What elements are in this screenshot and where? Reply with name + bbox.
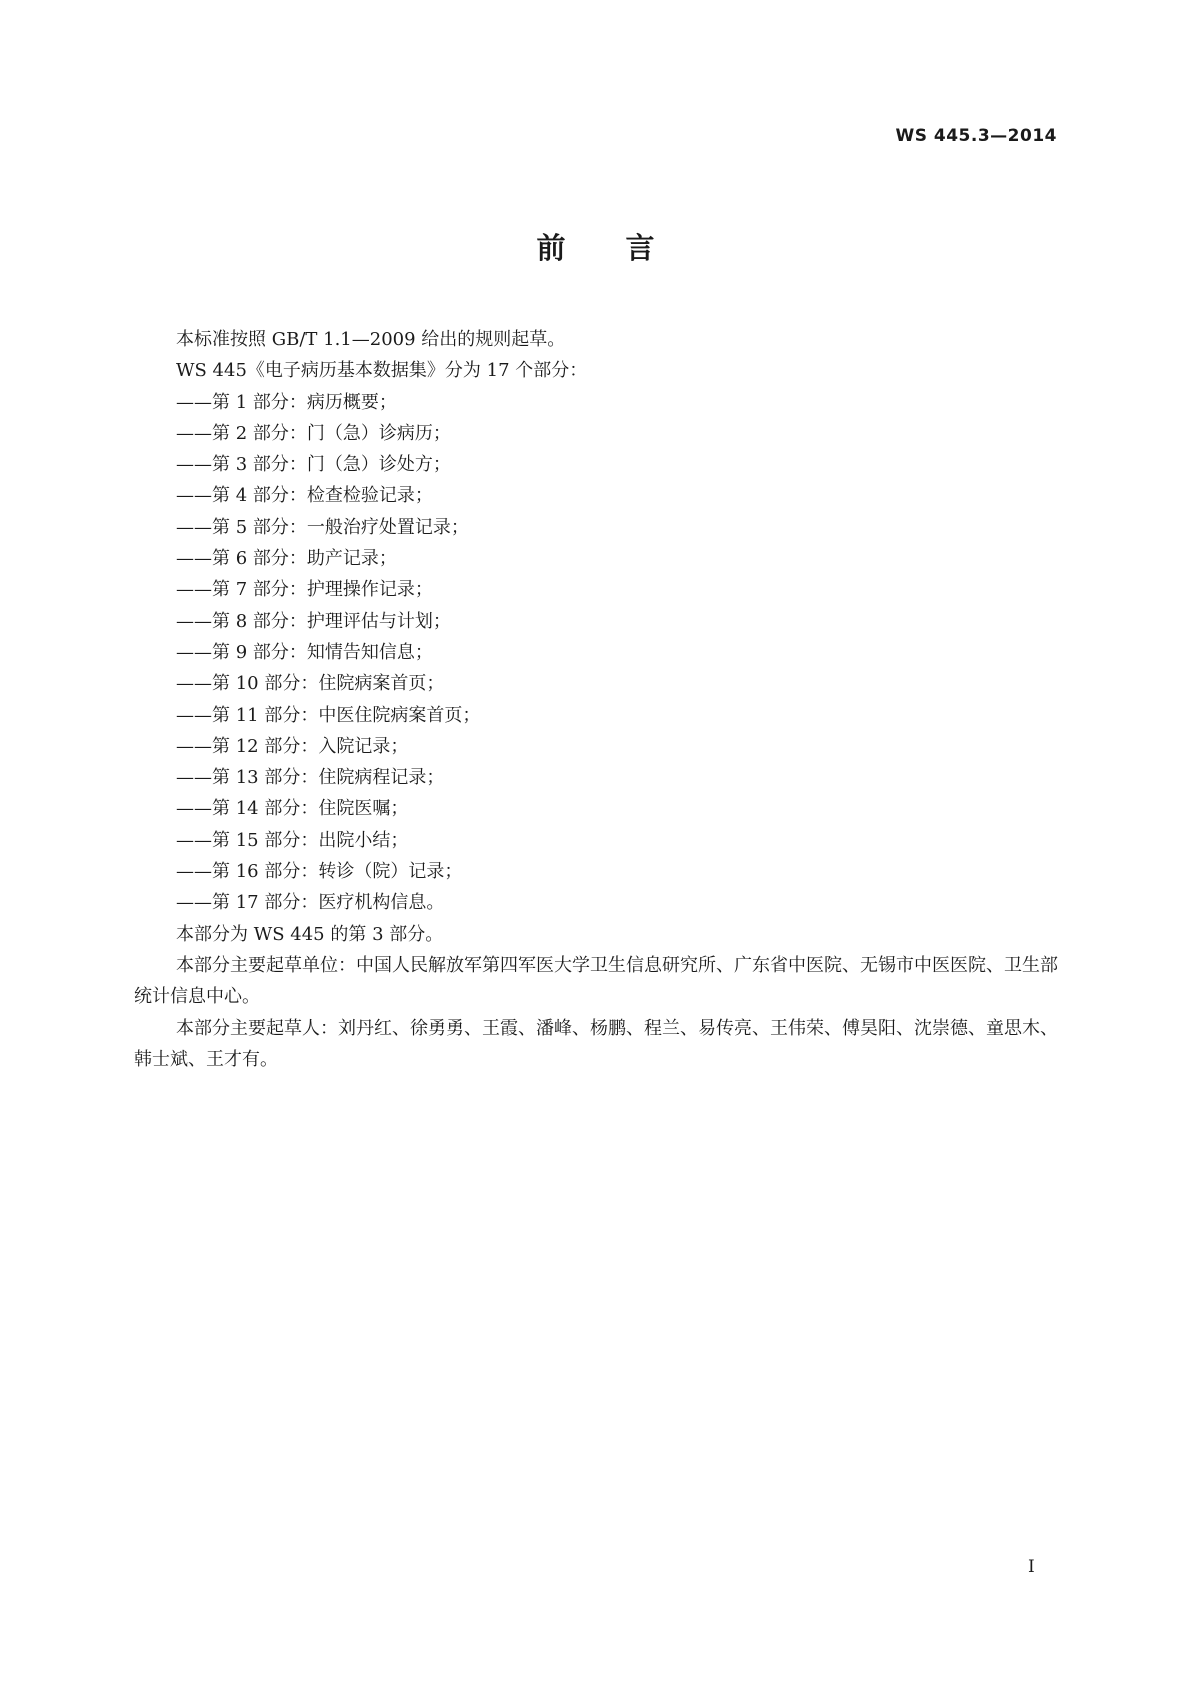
list-item: ——第 9 部分：知情告知信息；: [176, 641, 433, 663]
list-item: ——第 3 部分：门（急）诊处方；: [176, 454, 451, 476]
list-item: ——第 17 部分：医疗机构信息。: [176, 892, 445, 914]
list-item: ——第 14 部分：住院医嘱；: [176, 798, 409, 820]
page-number: I: [1028, 1557, 1035, 1577]
list-item: ——第 1 部分：病历概要；: [176, 391, 397, 413]
paragraph-part-number: 本部分为 WS 445 的第 3 部分。: [176, 923, 444, 945]
list-item: ——第 8 部分：护理评估与计划；: [176, 610, 451, 632]
list-item: ——第 5 部分：一般治疗处置记录；: [176, 516, 469, 538]
paragraph-parts-intro: WS 445《电子病历基本数据集》分为 17 个部分：: [176, 360, 588, 382]
paragraph-drafters: 本部分主要起草人：刘丹红、徐勇勇、王霞、潘峰、杨鹏、程兰、易传亮、王伟荣、傅昊阳、沈崇德、童思木、韩士斌、王才有。: [134, 1017, 1058, 1070]
paragraph-drafting-units: 本部分主要起草单位：中国人民解放军第四军医大学卫生信息研究所、广东省中医院、无锡市中医医院、卫生部统计信息中心。: [134, 954, 1058, 1008]
list-item: ——第 4 部分：检查检验记录；: [176, 485, 433, 507]
foreword-body: [134, 324, 1058, 1075]
page-title: 前言: [536, 231, 715, 265]
list-item: ——第 16 部分：转诊（院）记录；: [176, 861, 463, 883]
list-item: ——第 13 部分：住院病程记录；: [176, 767, 445, 789]
list-item: ——第 2 部分：门（急）诊病历；: [176, 422, 451, 444]
list-item: ——第 11 部分：中医住院病案首页；: [176, 704, 481, 726]
standard-code: WS 445.3—2014: [895, 126, 1057, 146]
list-item: ——第 12 部分：入院记录；: [176, 735, 409, 757]
list-item: ——第 10 部分：住院病案首页；: [176, 673, 445, 695]
list-item: ——第 6 部分：助产记录；: [176, 548, 397, 570]
list-item: ——第 7 部分：护理操作记录；: [176, 579, 433, 601]
list-item: ——第 15 部分：出院小结；: [176, 829, 409, 851]
parts-list: [134, 387, 1058, 919]
paragraph-drafting-rules: 本标准按照 GB/T 1.1—2009 给出的规则起草。: [176, 329, 566, 350]
